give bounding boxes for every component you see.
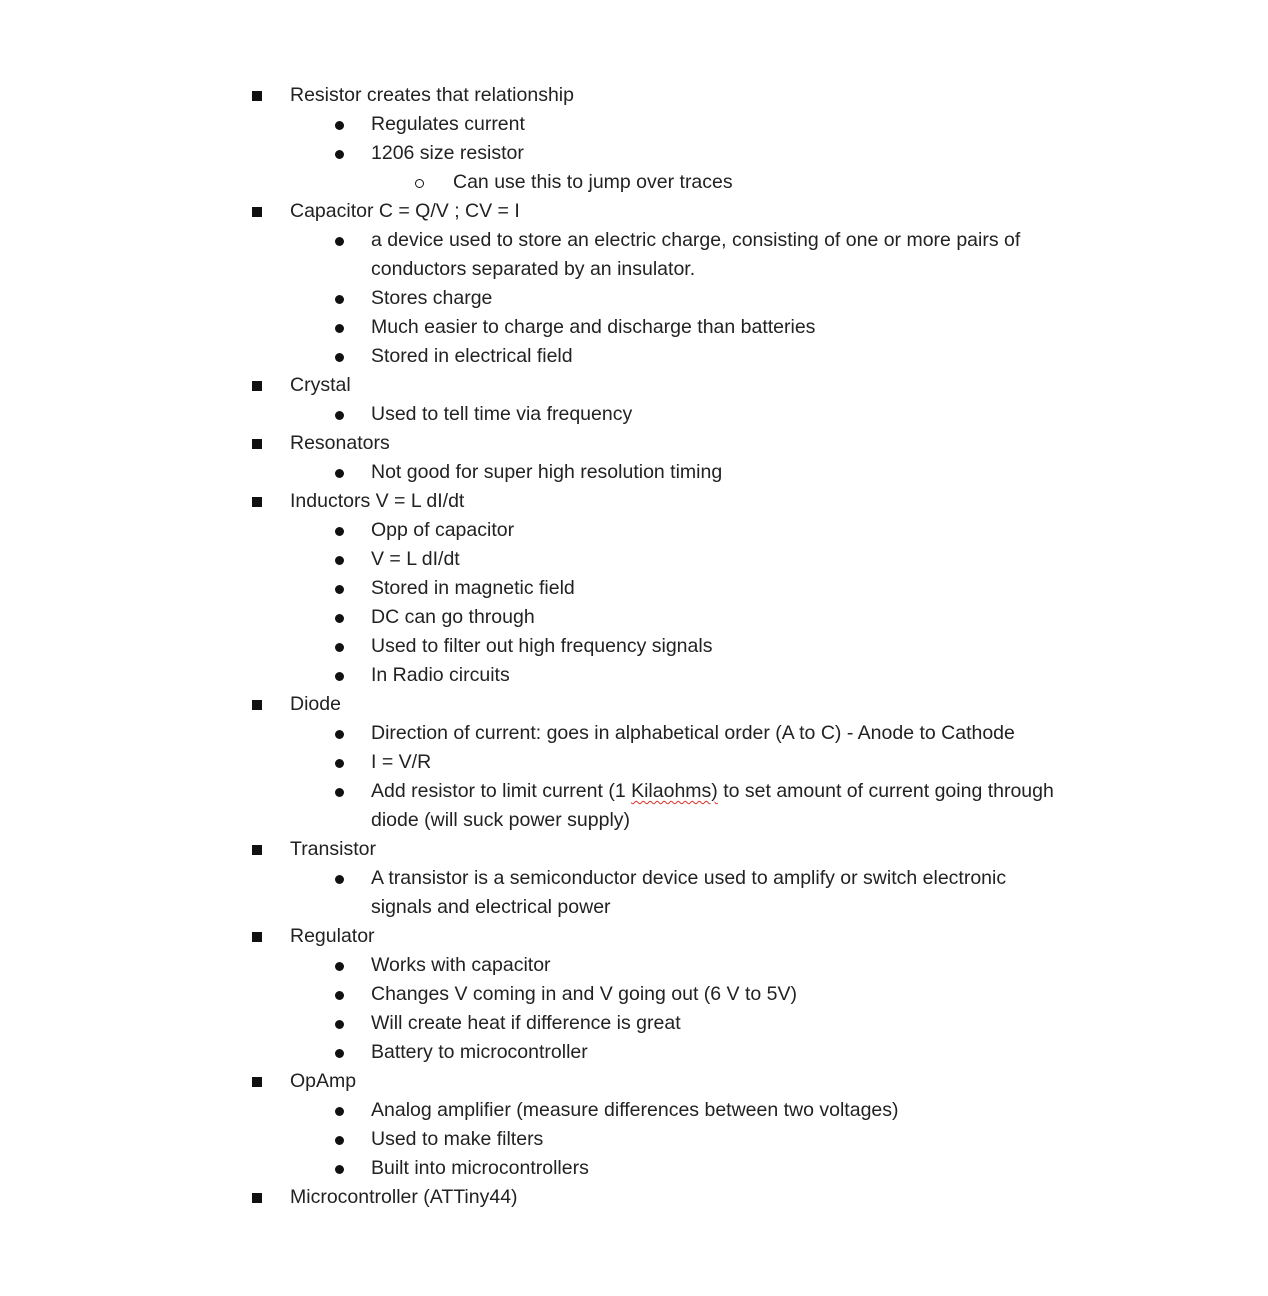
list-item-text: [371, 777, 1054, 806]
square-bullet-icon: [250, 835, 264, 855]
list-item: [0, 139, 1268, 168]
circle-bullet-icon: [412, 168, 426, 188]
disc-bullet-icon: [332, 110, 346, 130]
list-item-text: Microcontroller (ATTiny44): [290, 1186, 518, 1208]
disc-bullet-icon: [332, 574, 346, 594]
list-item: [0, 1038, 1268, 1067]
list-item-text: Stored in electrical field: [371, 345, 573, 367]
list-item: [0, 922, 1268, 951]
list-item-text: diode (will suck power supply): [371, 809, 631, 831]
list-item: [0, 197, 1268, 226]
list-item-text: Changes V coming in and V going out (6 V to 5V): [371, 983, 798, 1005]
disc-bullet-icon: [332, 1038, 346, 1058]
list-item-text: Analog amplifier (measure differences between two voltages): [371, 1099, 899, 1121]
disc-bullet-icon: [332, 864, 346, 884]
text-segment: to set amount of current going through: [717, 780, 1054, 802]
list-item: [0, 690, 1268, 719]
list-item: [0, 661, 1268, 690]
list-item-text: Used to filter out high frequency signals: [371, 635, 713, 657]
list-item-text: Crystal: [290, 374, 351, 396]
disc-bullet-icon: [332, 951, 346, 971]
disc-bullet-icon: [332, 777, 346, 797]
list-item-text: Battery to microcontroller: [371, 1041, 588, 1063]
list-item: [0, 371, 1268, 400]
list-item: [0, 313, 1268, 342]
list-item: [0, 1154, 1268, 1183]
list-item: [0, 487, 1268, 516]
list-item-text: Regulates current: [371, 113, 525, 135]
square-bullet-icon: [250, 1183, 264, 1203]
list-item-text: Much easier to charge and discharge than batteries: [371, 316, 816, 338]
list-item: [0, 864, 1268, 893]
disc-bullet-icon: [332, 226, 346, 246]
list-item-text: A transistor is a semiconductor device used to amplify or switch electronic: [371, 867, 1007, 889]
list-item: [0, 1183, 1268, 1212]
disc-bullet-icon: [332, 980, 346, 1000]
list-item: [0, 1125, 1268, 1154]
list-item-text: Resonators: [290, 432, 390, 454]
list-item-text: Built into microcontrollers: [371, 1157, 589, 1179]
list-item: [0, 81, 1268, 110]
disc-bullet-icon: [332, 516, 346, 536]
list-item-text: Regulator: [290, 925, 375, 947]
list-item-text: Diode: [290, 693, 341, 715]
list-item: [0, 429, 1268, 458]
list-item-continuation: [0, 806, 1268, 835]
disc-bullet-icon: [332, 603, 346, 623]
list-item: [0, 574, 1268, 603]
list-item: [0, 748, 1268, 777]
list-item: [0, 110, 1268, 139]
square-bullet-icon: [250, 690, 264, 710]
list-item: [0, 226, 1268, 255]
list-item-text: Capacitor C = Q/V ; CV = I: [290, 200, 520, 222]
list-item-text: 1206 size resistor: [371, 142, 524, 164]
square-bullet-icon: [250, 429, 264, 449]
list-item-text: Works with capacitor: [371, 954, 551, 976]
list-item-text: Resistor creates that relationship: [290, 84, 574, 106]
list-item: [0, 168, 1268, 197]
list-item-text: Transistor: [290, 838, 376, 860]
list-item-text: I = V/R: [371, 751, 432, 773]
list-item-text: Used to tell time via frequency: [371, 403, 633, 425]
disc-bullet-icon: [332, 1096, 346, 1116]
spellcheck-word[interactable]: Kilaohms): [631, 780, 718, 802]
disc-bullet-icon: [332, 632, 346, 652]
list-item: [0, 1067, 1268, 1096]
list-item: [0, 516, 1268, 545]
list-item-text: conductors separated by an insulator.: [371, 258, 696, 280]
list-item: [0, 951, 1268, 980]
list-item-text: DC can go through: [371, 606, 535, 628]
list-item: [0, 719, 1268, 748]
list-item-text: a device used to store an electric charge, consisting of one or more pairs of: [371, 229, 1021, 251]
list-item: [0, 777, 1268, 806]
disc-bullet-icon: [332, 139, 346, 159]
list-item: [0, 980, 1268, 1009]
list-item-text: Inductors V = L dI/dt: [290, 490, 465, 512]
list-item: [0, 1009, 1268, 1038]
disc-bullet-icon: [332, 284, 346, 304]
list-item: [0, 545, 1268, 574]
list-item: [0, 458, 1268, 487]
disc-bullet-icon: [332, 545, 346, 565]
disc-bullet-icon: [332, 400, 346, 420]
list-item-text: Stores charge: [371, 287, 493, 309]
list-item-text: Opp of capacitor: [371, 519, 515, 541]
disc-bullet-icon: [332, 458, 346, 478]
list-item-text: Can use this to jump over traces: [453, 171, 733, 193]
list-item: [0, 342, 1268, 371]
list-item: [0, 1096, 1268, 1125]
list-item-text: OpAmp: [290, 1070, 357, 1092]
disc-bullet-icon: [332, 1009, 346, 1029]
list-item: [0, 603, 1268, 632]
list-item: [0, 284, 1268, 313]
list-item: [0, 632, 1268, 661]
text-segment: Add resistor to limit current (1: [371, 780, 632, 802]
disc-bullet-icon: [332, 748, 346, 768]
list-item-text: Will create heat if difference is great: [371, 1012, 681, 1034]
disc-bullet-icon: [332, 342, 346, 362]
square-bullet-icon: [250, 487, 264, 507]
square-bullet-icon: [250, 371, 264, 391]
list-item: [0, 400, 1268, 429]
list-item-text: In Radio circuits: [371, 664, 510, 686]
list-item-text: V = L dI/dt: [371, 548, 460, 570]
document-body: [0, 81, 1268, 1212]
disc-bullet-icon: [332, 313, 346, 333]
list-item-text: Direction of current: goes in alphabetical order (A to C) - Anode to Cathode: [371, 722, 1015, 744]
list-item-text: Stored in magnetic field: [371, 577, 575, 599]
list-item-text: signals and electrical power: [371, 896, 611, 918]
list-item-continuation: [0, 255, 1268, 284]
disc-bullet-icon: [332, 661, 346, 681]
square-bullet-icon: [250, 197, 264, 217]
disc-bullet-icon: [332, 1154, 346, 1174]
list-item-text: Used to make filters: [371, 1128, 544, 1150]
square-bullet-icon: [250, 81, 264, 101]
square-bullet-icon: [250, 922, 264, 942]
list-item-text: Not good for super high resolution timing: [371, 461, 723, 483]
square-bullet-icon: [250, 1067, 264, 1087]
list-item: [0, 835, 1268, 864]
list-item-continuation: [0, 893, 1268, 922]
disc-bullet-icon: [332, 1125, 346, 1145]
disc-bullet-icon: [332, 719, 346, 739]
